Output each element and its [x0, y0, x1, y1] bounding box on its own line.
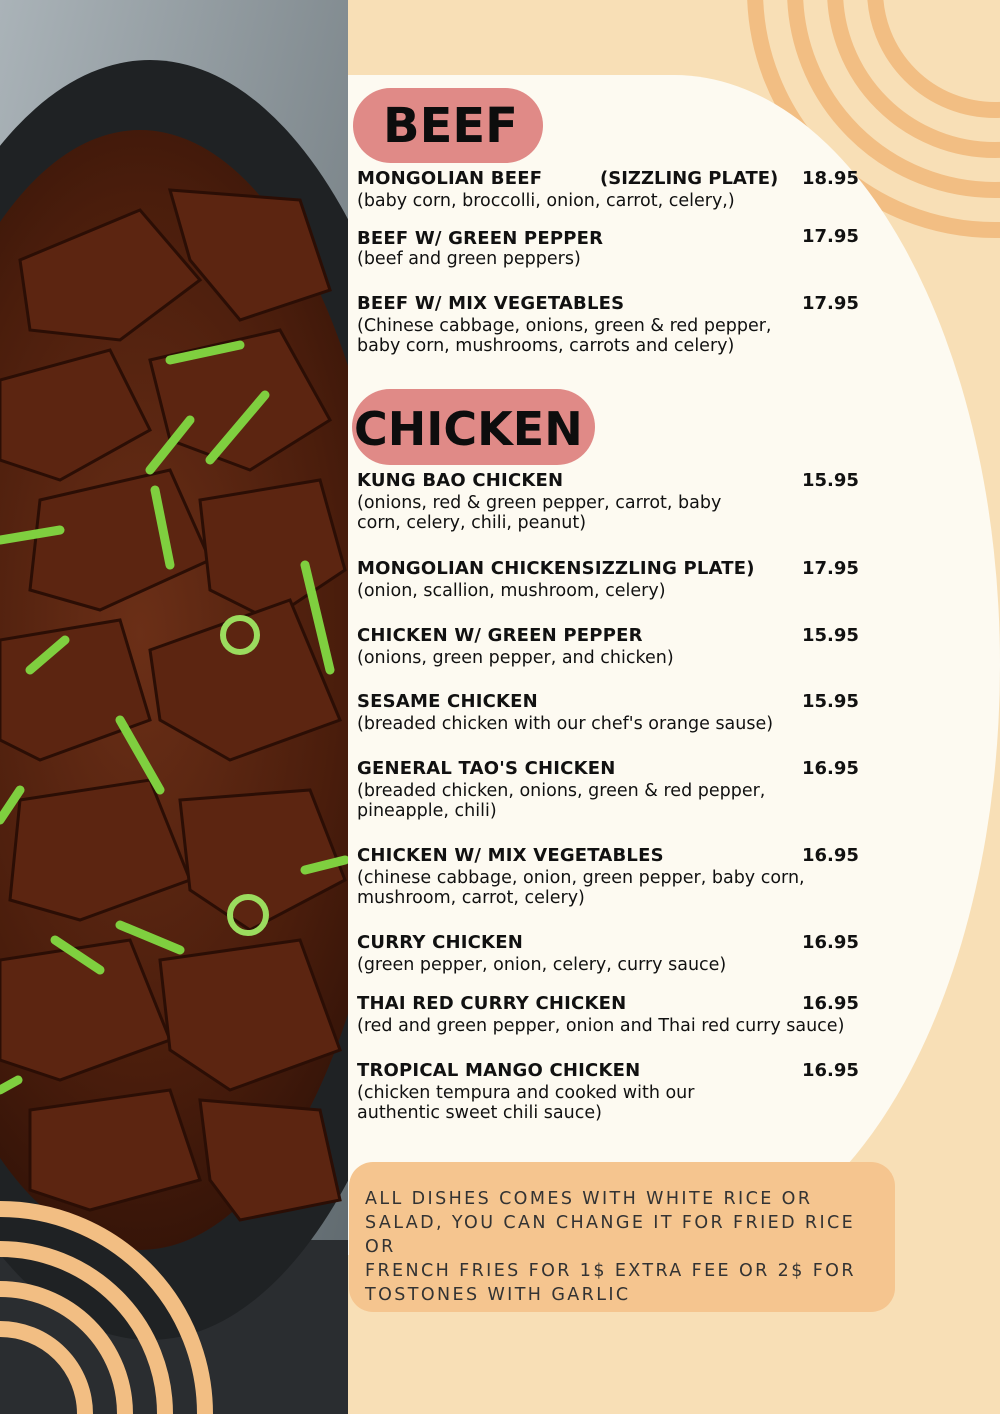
- menu-item-mongolian-beef: [357, 167, 857, 211]
- footer-note-text: ALL DISHES COMES WITH WHITE RICE OR SALAD, YOU CAN CHANGE IT FOR FRIED RICE OR FRENCH FRIES FOR 1$ EXTRA FEE OR 2$ FOR TOSTONES WITH GARLIC: [365, 1189, 856, 1305]
- menu-item-kung-bao-chicken: [357, 469, 857, 533]
- menu-item-chicken-mix-vegetables: [357, 844, 857, 908]
- menu-item-sesame-chicken: [357, 690, 857, 734]
- beef-heading: BEEF: [353, 88, 543, 163]
- item-price: 16.95: [802, 845, 859, 866]
- item-name: GENERAL TAO'S CHICKEN: [357, 758, 616, 779]
- chicken-heading: CHICKEN: [352, 389, 595, 465]
- item-description: (chicken tempura and cooked with our authentic sweet chili sauce): [357, 1083, 695, 1123]
- footer-note-box: [349, 1162, 895, 1312]
- item-name: BEEF W/ GREEN PEPPER: [357, 228, 604, 249]
- food-photo: [0, 0, 348, 1414]
- menu-item-tropical-mango-chicken: [357, 1059, 857, 1123]
- item-name: KUNG BAO CHICKEN: [357, 470, 564, 491]
- menu-item-general-taos-chicken: [357, 757, 857, 821]
- item-description: (breaded chicken, onions, green & red pepper, pineapple, chili): [357, 781, 766, 821]
- item-name: SESAME CHICKEN: [357, 691, 538, 712]
- item-price: 15.95: [802, 470, 859, 491]
- item-price: 16.95: [802, 993, 859, 1014]
- item-name: THAI RED CURRY CHICKEN: [357, 993, 627, 1014]
- menu-item-beef-green-pepper: [357, 225, 857, 269]
- item-description: (Chinese cabbage, onions, green & red pepper, baby corn, mushrooms, carrots and celery): [357, 316, 772, 356]
- item-name: TROPICAL MANGO CHICKEN: [357, 1060, 641, 1081]
- item-description: (onions, green pepper, and chicken): [357, 648, 674, 668]
- item-name: MONGOLIAN BEEF: [357, 168, 543, 189]
- item-note: (SIZZLING PLATE): [600, 168, 779, 189]
- item-description: (baby corn, broccolli, onion, carrot, celery,): [357, 191, 735, 211]
- menu-item-mongolian-chicken: [357, 557, 857, 601]
- item-name: CURRY CHICKEN: [357, 932, 523, 953]
- item-description: (onion, scallion, mushroom, celery): [357, 581, 666, 601]
- item-price: 17.95: [802, 558, 859, 579]
- item-price: 16.95: [802, 932, 859, 953]
- menu-item-beef-mix-vegetables: [357, 292, 857, 356]
- item-description: (red and green pepper, onion and Thai red curry sauce): [357, 1016, 845, 1036]
- item-price: 17.95: [802, 226, 859, 247]
- item-price: 15.95: [802, 625, 859, 646]
- item-price: 17.95: [802, 293, 859, 314]
- item-price: 18.95: [802, 168, 859, 189]
- menu-item-chicken-green-pepper: [357, 624, 857, 668]
- item-name: CHICKEN W/ MIX VEGETABLES: [357, 845, 664, 866]
- item-price: 15.95: [802, 691, 859, 712]
- item-price: 16.95: [802, 1060, 859, 1081]
- item-name: MONGOLIAN CHICKENSIZZLING PLATE): [357, 558, 755, 579]
- item-name: BEEF W/ MIX VEGETABLES: [357, 293, 625, 314]
- menu-item-thai-red-curry-chicken: [357, 992, 857, 1036]
- item-description: (onions, red & green pepper, carrot, baby corn, celery, chili, peanut): [357, 493, 722, 533]
- item-description: (green pepper, onion, celery, curry sauce): [357, 955, 727, 975]
- menu-item-curry-chicken: [357, 931, 857, 975]
- item-name: CHICKEN W/ GREEN PEPPER: [357, 625, 643, 646]
- item-description: (breaded chicken with our chef's orange sause): [357, 714, 774, 734]
- item-price: 16.95: [802, 758, 859, 779]
- item-description: (chinese cabbage, onion, green pepper, baby corn, mushroom, carrot, celery): [357, 868, 805, 908]
- item-description: (beef and green peppers): [357, 249, 581, 269]
